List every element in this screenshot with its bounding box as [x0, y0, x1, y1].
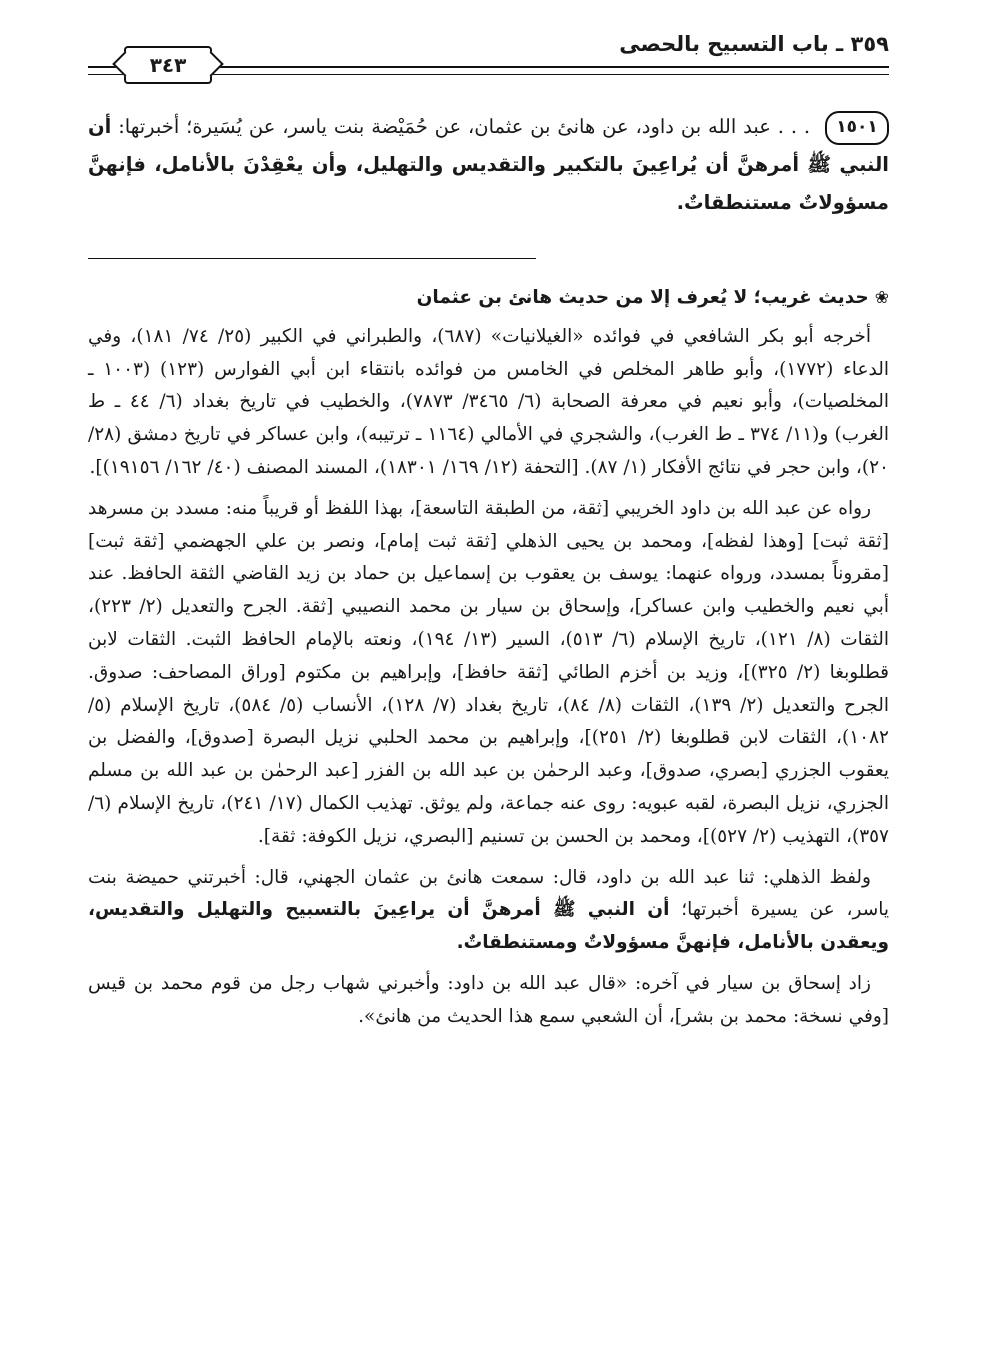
chapter-title: ٣٥٩ ـ باب التسبيح بالحصى — [619, 32, 889, 56]
hadith-block — [88, 108, 889, 222]
takhrij-paragraph: أخرجه أبو بكر الشافعي في فوائده «الغيلانيات» (٦٨٧)، والطبراني في الكبير (٢٥/ ٧٤/ ١٨١)، وفي الدعاء (١٧٧٢)، وأبو طاهر المخلص في الخامس من فوائده بانتقاء ابن أبي الفوارس (١٢٣) (١٠٠٣ ـ المخلصيات)، وأبو نعيم في معرفة الصحابة (٦/ ٣٤٦٥/ ٧٨٧٣)، والخطيب في تاريخ بغداد (٦/ ٤٤ ـ ط الغرب) و(١١/ ٣٧٤ ـ ط الغرب)، والشجري في الأمالي (١١٦٤ ـ ترتيبه)، وابن عساكر في تاريخ دمشق (٢٨/ ٢٠)، وابن حجر في نتائج الأفكار (١/ ٨٧). [التحفة (١٢/ ١٦٩/ ١٨٣٠١)، المسند المصنف (٤٠/ ١٦٢/ ١٩١٥٦)]. — [88, 325, 890, 478]
flower-icon: ❀ — [874, 288, 889, 308]
hadith-chain: . . . عبد الله بن داود، عن هانئ بن عثمان، عن حُمَيْضة بنت ياسر، عن يُسَيرة؛ أخبرتها: — [118, 115, 811, 138]
narrators-paragraph: رواه عن عبد الله بن داود الخريبي [ثقة، من الطبقة التاسعة]، بهذا اللفظ أو قريباً منه: مسدد بن مسرهد [ثقة ثبت] [وهذا لفظه]، ومحمد بن يحيى الذهلي [ثقة ثبت إمام]، ونصر بن علي الجهضمي [ثقة ثبت] [مقروناً بمسدد، ورواه عنهما: يوسف بن يعقوب بن إسماعيل بن حماد بن زيد القاضي الثقة الحافظ. عند أبي نعيم والخطيب وابن عساكر]، وإسحاق بن سيار بن محمد النصيبي [ثقة. الجرح والتعديل (٢/ ٢٢٣)، الثقات (٨/ ١٢١)، تاريخ الإسلام (٦/ ٥١٣)، السير (١٣/ ١٩٤)، ونعته بالإمام الحافظ الثبت. الثقات لابن قطلوبغا (٢/ ٣٢٥)]، وزيد بن أخزم الطائي [ثقة حافظ]، وإبراهيم بن مكتوم [وراق المصاحف: صدوق. الجرح والتعديل (٢/ ١٣٩)، الثقات (٨/ ٨٤)، تاريخ بغداد (٧/ ١٢٨)، الأنساب (٥/ ٥٨٤)، تاريخ الإسلام (٥/ ١٠٨٢)، الثقات لابن قطلوبغا (٢/ ٢٥١)]، وإبراهيم بن محمد الحلبي نزيل البصرة [صدوق]، والفضل بن يعقوب الجزري [بصري، صدوق]، وعبد الرحمٰن بن عبد الله بن الفزر [عبد الرحمٰن بن عبد الله بن مسلم الجزري، نزيل البصرة، لقبه عبويه: روى عنه جماعة، ولم يوثق. تهذيب الكمال (١٧/ ٢٤١)، تاريخ الإسلام (٦/ ٣٥٧)، التهذيب (٢/ ٥٢٧)]، ومحمد بن الحسن بن تسنيم [البصري، نزيل الكوفة: ثقة]. — [88, 497, 889, 847]
dhuhli-chain: ولفظ الذهلي: ثنا عبد الله بن داود، قال: سمعت هانئ بن عثمان الجهني، قال: أخبرتني حميضة بنت ياسر، عن يسيرة أخبرتها؛ — [88, 866, 889, 921]
commentary-block — [88, 282, 889, 1042]
grading-heading — [88, 282, 889, 315]
grading-text: حديث غريب؛ لا يُعرف إلا من حديث هانئ بن عثمان — [416, 287, 869, 308]
hadith-text: أن النبي ﷺ أمرهنَّ أن يُراعِينَ بالتكبير والتقديس والتهليل، وأن يعْقِدْنَ بالأنامل، فإنهنَّ مسؤولاتٌ مستنطقاتٌ. — [88, 115, 889, 214]
separator-line — [88, 258, 536, 259]
addition-paragraph: زاد إسحاق بن سيار في آخره: «قال عبد الله بن داود: وأخبرني شهاب رجل من قوم محمد بن قيس [وفي نسخة: محمد بن بشر]، أن الشعبي سمع هذا الحديث من هانئ». — [88, 972, 889, 1027]
hadith-number: ١٥٠١ — [825, 111, 889, 145]
dhuhli-paragraph — [88, 862, 889, 960]
page-number: ٣٤٣ — [124, 46, 212, 84]
dhuhli-text: أن النبي ﷺ أمرهنَّ أن يراعِينَ بالتسبيح والتهليل والتقديس، ويعقدن بالأنامل، فإنهنَّ مسؤولاتٌ ومستنطقاتٌ. — [88, 899, 889, 954]
